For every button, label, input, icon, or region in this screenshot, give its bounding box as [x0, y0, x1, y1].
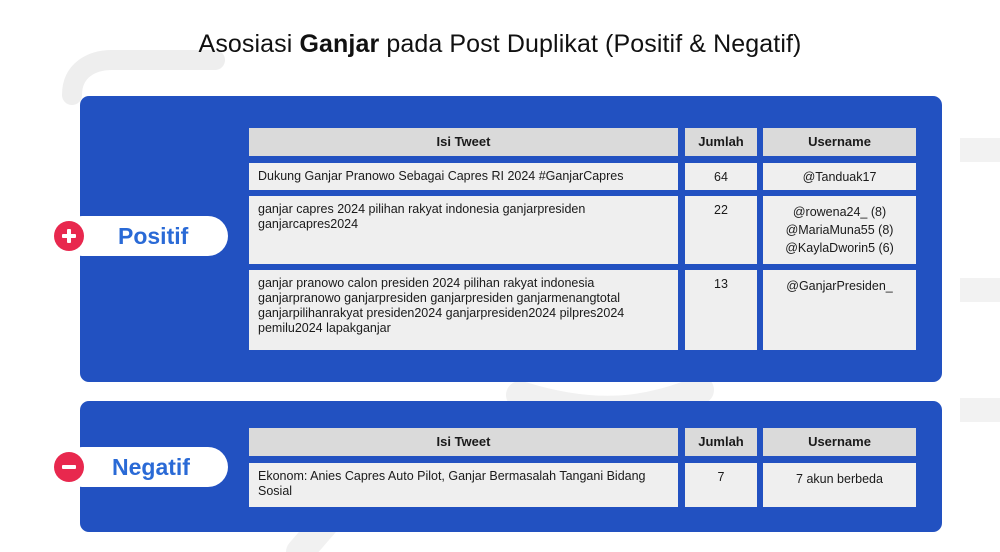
positive-label-pill — [62, 216, 228, 256]
page-title: Asosiasi Ganjar pada Post Duplikat (Positif & Negatif) — [198, 30, 802, 58]
neg-header-jumlah: Jumlah — [685, 428, 757, 456]
header-username: Username — [763, 128, 916, 156]
neg-table-row-1-count: 7 — [685, 463, 757, 507]
plus-icon — [54, 221, 84, 251]
table-row-1-username: @Tanduak17 — [763, 163, 916, 190]
table-row-2-count: 22 — [685, 196, 757, 264]
header-jumlah: Jumlah — [685, 128, 757, 156]
negative-label-pill — [62, 447, 228, 487]
neg-header-isi-tweet: Isi Tweet — [249, 428, 678, 456]
negative-label: Negatif — [112, 454, 190, 480]
table-row-2-tweet: ganjar capres 2024 pilihan rakyat indonesia ganjarpresiden ganjarcapres2024 — [249, 196, 678, 264]
minus-icon — [54, 452, 84, 482]
table-row-1-count: 64 — [685, 163, 757, 190]
neg-table-row-1-username: 7 akun berbeda — [763, 463, 916, 507]
neg-header-username: Username — [763, 428, 916, 456]
positive-label: Positif — [118, 223, 189, 249]
table-row-3-tweet: ganjar pranowo calon presiden 2024 pilihan rakyat indonesia ganjarpranowo ganjarpresiden ganjarpresiden ganjarmenangtotal ganjarpilihanrakyat presiden2024 ganjarpresiden2024 pilpres2024 pemilu2024 lapakganjar — [249, 270, 678, 350]
table-row-2-username: @rowena24_ (8) @MariaMuna55 (8) @KaylaDworin5 (6) — [763, 196, 916, 264]
neg-table-row-1-tweet: Ekonom: Anies Capres Auto Pilot, Ganjar Bermasalah Tangani Bidang Sosial — [249, 463, 678, 507]
table-row-3-count: 13 — [685, 270, 757, 350]
table-row-3-username: @GanjarPresiden_ — [763, 270, 916, 350]
table-row-1-tweet: Dukung Ganjar Pranowo Sebagai Capres RI 2024 #GanjarCapres — [249, 163, 678, 190]
header-isi-tweet: Isi Tweet — [249, 128, 678, 156]
